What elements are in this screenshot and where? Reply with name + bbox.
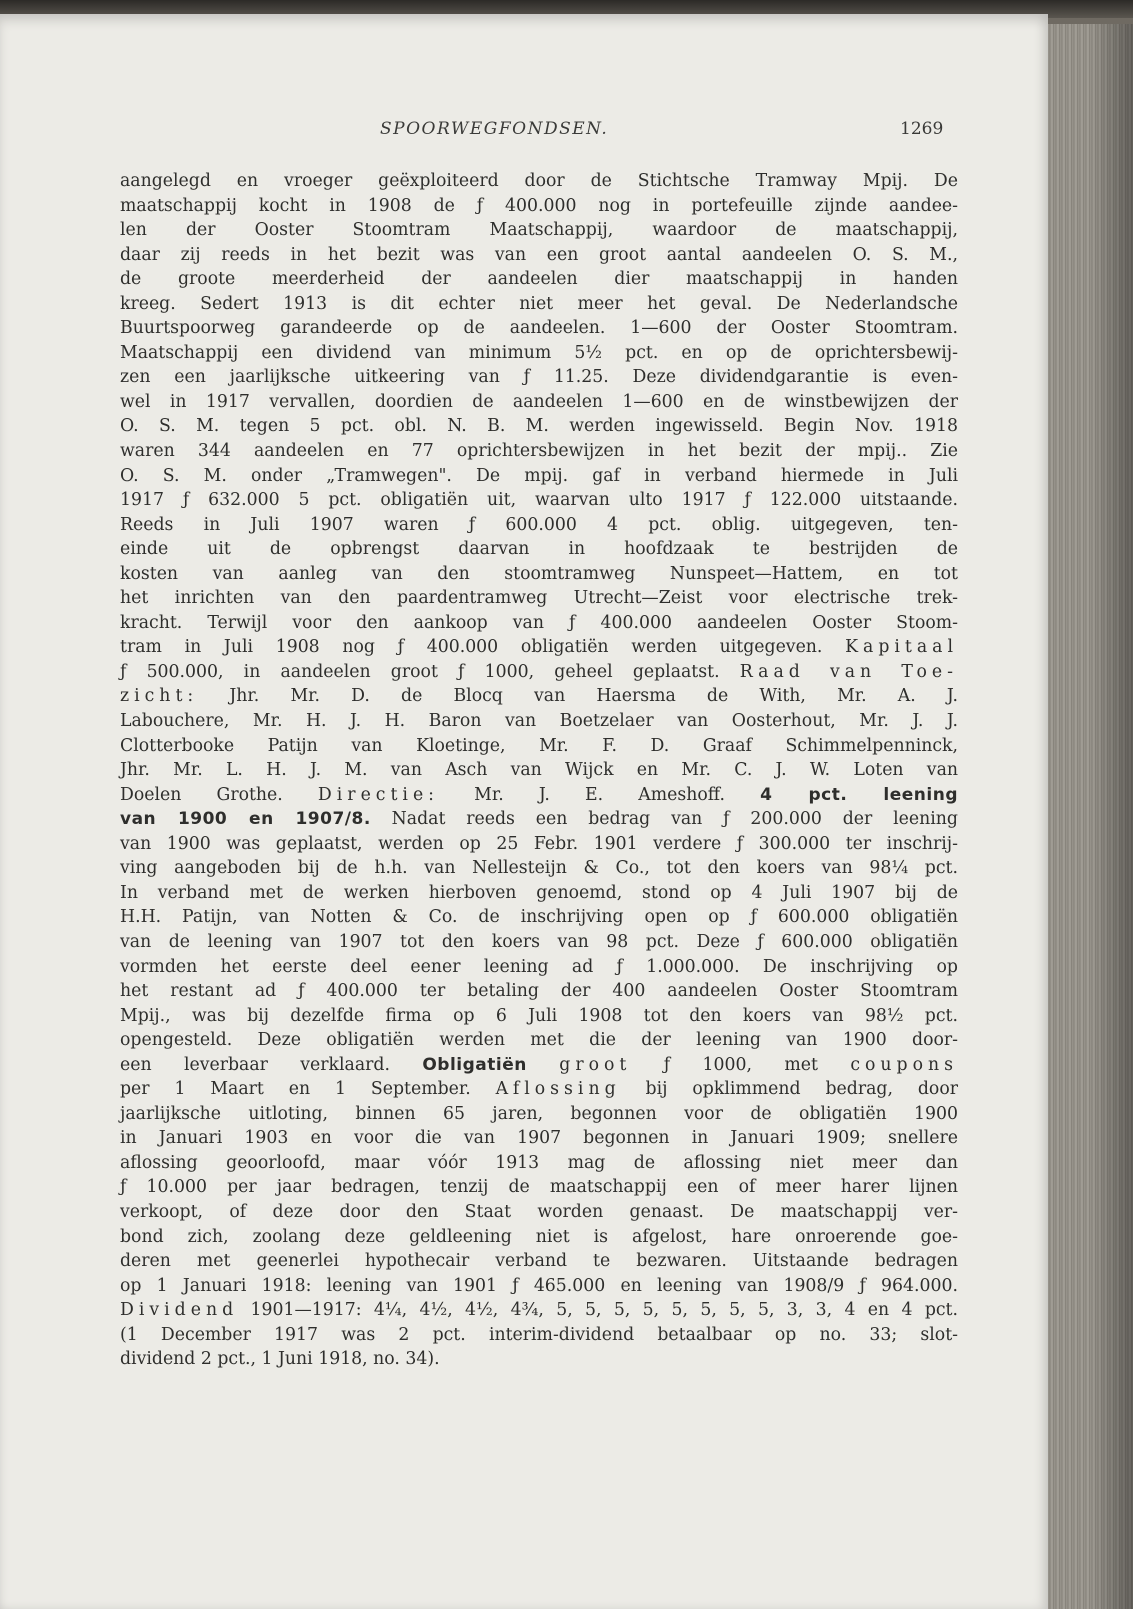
text-line bbox=[120, 513, 958, 538]
text-line bbox=[120, 292, 958, 317]
text-line bbox=[120, 1102, 958, 1127]
spaced-term: Kapitaal bbox=[845, 637, 958, 658]
text-line bbox=[120, 758, 958, 783]
text-line bbox=[120, 1274, 958, 1299]
text-line bbox=[120, 390, 958, 415]
text-run: Jhr. Mr. L. H. J. M. van Asch van Wijck en Mr. C. J. W. Loten van bbox=[120, 760, 958, 781]
text-line bbox=[120, 832, 958, 857]
text-line bbox=[120, 856, 958, 881]
spaced-term: Aflossing bbox=[495, 1079, 621, 1100]
text-line bbox=[120, 586, 958, 611]
text-run: daar zij reeds in het bezit was van een groot aantal aandeelen O. S. M., bbox=[120, 244, 958, 265]
spaced-term: coupons bbox=[850, 1054, 959, 1075]
text-line bbox=[120, 635, 958, 660]
text-run: Mr. J. E. Ameshoff. bbox=[439, 784, 761, 805]
text-run: het restant ad ƒ 400.000 ter betaling der 400 aandeelen Ooster Stoomtram bbox=[120, 981, 958, 1002]
text-line bbox=[120, 218, 958, 243]
text-run: Buurtspoorweg garandeerde op de aandeelen. 1—600 der Ooster Stoomtram. bbox=[120, 318, 958, 339]
text-run: aangelegd en vroeger geëxploiteerd door de Stichtsche Tramway Mpij. De bbox=[120, 171, 958, 191]
text-run: kreeg. Sedert 1913 is dit echter niet meer het geval. De Nederlandsche bbox=[120, 293, 958, 314]
text-line bbox=[120, 1249, 958, 1274]
text-run: In verband met de werken hierboven genoemd, stond op 4 Juli 1907 bij de bbox=[120, 882, 958, 903]
text-run: ƒ 500.000, in aandeelen groot ƒ 1000, geheel geplaatst. bbox=[120, 661, 740, 682]
text-run bbox=[527, 1055, 559, 1075]
bold-heading: van 1900 en 1907/8. bbox=[120, 809, 371, 830]
text-run: 1917 ƒ 632.000 5 pct. obligatiën uit, waarvan ulto 1917 ƒ 122.000 uitstaande. bbox=[120, 490, 958, 511]
spaced-term: Directie: bbox=[317, 784, 439, 805]
text-run: deren met geenerlei hypothecair verband te bezwaren. Uitstaande bedragen bbox=[120, 1251, 958, 1272]
text-line bbox=[120, 243, 958, 268]
text-run: aflossing geoorloofd, maar vóór 1913 mag de aflossing niet meer dan bbox=[120, 1152, 958, 1173]
body-text bbox=[120, 169, 958, 1372]
text-line bbox=[120, 905, 958, 930]
text-line bbox=[120, 955, 958, 980]
text-line bbox=[120, 709, 958, 734]
text-run: kosten van aanleg van den stoomtramweg Nunspeet—Hattem, en tot bbox=[120, 563, 958, 584]
bold-heading: 4 pct. leening bbox=[760, 784, 958, 805]
text-line bbox=[120, 1175, 958, 1200]
text-line bbox=[120, 979, 958, 1004]
text-line bbox=[120, 1028, 958, 1053]
text-line bbox=[120, 734, 958, 759]
text-line bbox=[120, 881, 958, 906]
text-line bbox=[120, 439, 958, 464]
text-run: opengesteld. Deze obligatiën werden met die der leening van 1900 door- bbox=[120, 1030, 958, 1051]
text-line bbox=[120, 684, 958, 709]
spaced-term: groot bbox=[559, 1054, 632, 1075]
spaced-term: zicht: bbox=[120, 686, 199, 707]
text-line bbox=[120, 365, 958, 390]
text-line bbox=[120, 194, 958, 219]
text-line bbox=[120, 341, 958, 366]
text-run: Clotterbooke Patijn van Kloetinge, Mr. F. D. Graaf Schimmelpenninck, bbox=[120, 735, 958, 756]
text-line bbox=[120, 169, 958, 194]
text-line bbox=[120, 783, 958, 808]
text-run: ƒ 10.000 per jaar bedragen, tenzij de maatschappij een of meer harer lijnen bbox=[120, 1177, 958, 1198]
text-run: bij opklimmend bedrag, door bbox=[620, 1079, 958, 1100]
text-line bbox=[120, 1200, 958, 1225]
text-line bbox=[120, 1347, 958, 1372]
text-run: van 1900 was geplaatst, werden op 25 Febr. 1901 verdere ƒ 300.000 ter inschrij- bbox=[120, 833, 958, 854]
text-line bbox=[120, 1126, 958, 1151]
page-number: 1269 bbox=[900, 119, 944, 139]
text-line bbox=[120, 267, 958, 292]
page-edges-shadow bbox=[1090, 24, 1133, 1609]
text-run: dividend 2 pct., 1 Juni 1918, no. 34). bbox=[120, 1349, 440, 1370]
text-line bbox=[120, 807, 958, 832]
text-run: maatschappij kocht in 1908 de ƒ 400.000 nog in portefeuille zijnde aandee- bbox=[120, 195, 958, 216]
text-line bbox=[120, 464, 958, 489]
text-run: een leverbaar verklaard. bbox=[120, 1054, 423, 1075]
spaced-term: Dividend bbox=[120, 1300, 239, 1321]
text-run: Mpij., was bij dezelfde firma op 6 Juli 1908 tot den koers van 98½ pct. bbox=[120, 1005, 958, 1026]
text-run: wel in 1917 vervallen, doordien de aandeelen 1—600 en de winstbewijzen der bbox=[120, 391, 958, 412]
text-line bbox=[120, 1225, 958, 1250]
text-run: Labouchere, Mr. H. J. H. Baron van Boetzelaer van Oosterhout, Mr. J. J. bbox=[120, 711, 958, 732]
text-line bbox=[120, 414, 958, 439]
text-run: ving aangeboden bij de h.h. van Nellesteijn & Co., tot den koers van 98¼ pct. bbox=[120, 858, 958, 879]
text-line bbox=[120, 611, 958, 636]
text-run: O. S. M. tegen 5 pct. obl. N. B. M. werden ingewisseld. Begin Nov. 1918 bbox=[120, 416, 958, 437]
text-run: op 1 Januari 1918: leening van 1901 ƒ 465.000 en leening van 1908/9 ƒ 964.000. bbox=[120, 1275, 958, 1296]
text-run: van de leening van 1907 tot den koers van 98 pct. Deze ƒ 600.000 obligatiën bbox=[120, 931, 958, 952]
text-run: bond zich, zoolang deze geldleening niet is afgelost, hare onroerende goe- bbox=[120, 1226, 958, 1247]
text-line bbox=[120, 488, 958, 513]
text-line bbox=[120, 1077, 958, 1102]
text-run: waren 344 aandeelen en 77 oprichtersbewijzen in het bezit der mpij.. Zie bbox=[120, 441, 958, 462]
text-run: Nadat reeds een bedrag van ƒ 200.000 der leening bbox=[370, 809, 958, 830]
text-line bbox=[120, 316, 958, 341]
text-line bbox=[120, 562, 958, 587]
text-run: vormden het eerste deel eener leening ad ƒ 1.000.000. De inschrijving op bbox=[120, 956, 958, 977]
text-run: H.H. Patijn, van Notten & Co. de inschrijving open op ƒ 600.000 obligatiën bbox=[120, 907, 958, 928]
text-line bbox=[120, 1004, 958, 1029]
text-line bbox=[120, 1298, 958, 1323]
text-run: tram in Juli 1908 nog ƒ 400.000 obligatiën werden uitgegeven. bbox=[120, 637, 846, 658]
text-run: O. S. M. onder „Tramwegen". De mpij. gaf in verband hiermede in Juli bbox=[120, 465, 958, 486]
text-run: len der Ooster Stoomtram Maatschappij, waardoor de maatschappij, bbox=[120, 220, 958, 241]
spaced-term: Raad van Toe- bbox=[739, 661, 958, 682]
text-run: zen een jaarlijksche uitkeering van ƒ 11.25. Deze dividendgarantie is even- bbox=[120, 367, 958, 388]
text-run: Jhr. Mr. D. de Blocq van Haersma de With, Mr. A. J. bbox=[198, 686, 958, 707]
text-run: jaarlijksche uitloting, binnen 65 jaren, begonnen voor de obligatiën 1900 bbox=[120, 1103, 958, 1124]
text-run: in Januari 1903 en voor die van 1907 begonnen in Januari 1909; snellere bbox=[120, 1128, 958, 1149]
text-run: Doelen Grothe. bbox=[120, 784, 318, 805]
text-run: einde uit de opbrengst daarvan in hoofdzaak te bestrijden de bbox=[120, 539, 958, 560]
text-line bbox=[120, 1053, 958, 1078]
text-line bbox=[120, 1323, 958, 1348]
text-run: per 1 Maart en 1 September. bbox=[120, 1079, 496, 1100]
text-line bbox=[120, 1151, 958, 1176]
text-run: kracht. Terwijl voor den aankoop van ƒ 400.000 aandeelen Ooster Stoom- bbox=[120, 612, 958, 633]
text-run: (1 December 1917 was 2 pct. interim-dividend betaalbaar op no. 33; slot- bbox=[120, 1324, 958, 1345]
bold-heading: Obligatiën bbox=[422, 1054, 527, 1075]
running-title: SPOORWEGFONDSEN. bbox=[380, 119, 609, 139]
text-run: Reeds in Juli 1907 waren ƒ 600.000 4 pct. oblig. uitgegeven, ten- bbox=[120, 514, 958, 535]
text-line bbox=[120, 660, 958, 685]
text-run: Maatschappij een dividend van minimum 5½ pct. en op de oprichtersbewij- bbox=[120, 342, 958, 363]
text-run: verkoopt, of deze door den Staat worden genaast. De maatschappij ver- bbox=[120, 1201, 958, 1222]
text-run: het inrichten van den paardentramweg Utrecht—Zeist voor electrische trek- bbox=[120, 588, 958, 609]
text-line bbox=[120, 930, 958, 955]
text-run: ƒ 1000, met bbox=[631, 1054, 851, 1075]
text-run: de groote meerderheid der aandeelen dier maatschappij in handen bbox=[120, 269, 958, 290]
text-line bbox=[120, 537, 958, 562]
text-run: 1901—1917: 4¼, 4½, 4½, 4¾, 5, 5, 5, 5, 5, 5, 5, 5, 3, 3, 4 en 4 pct. bbox=[238, 1300, 958, 1321]
